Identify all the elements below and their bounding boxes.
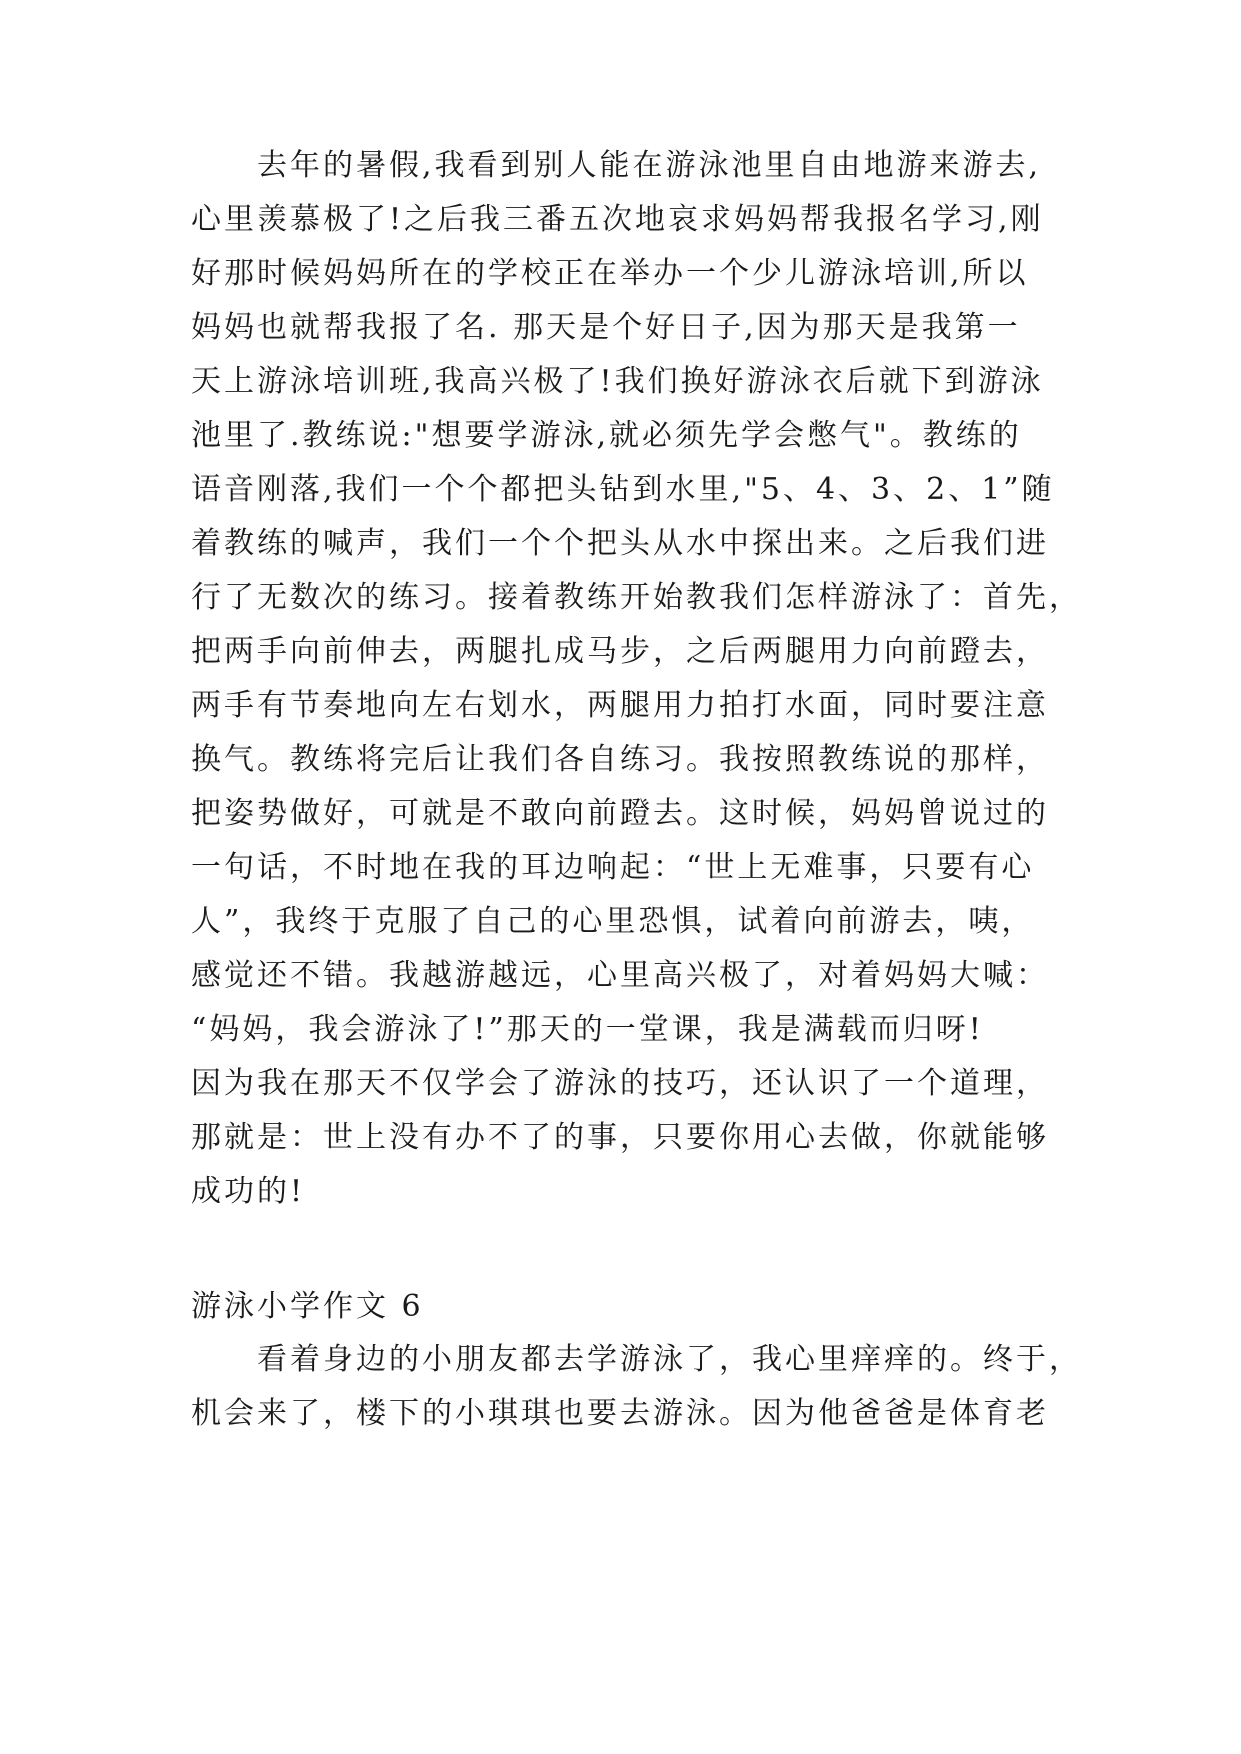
paragraph-line: 妈妈也就帮我报了名. 那天是个好日子,因为那天是我第一 bbox=[191, 310, 1021, 345]
paragraph-line: 感觉还不错。我越游越远，心里高兴极了，对着妈妈大喊： bbox=[191, 958, 1049, 993]
paragraph-line: 好那时候妈妈所在的学校正在举办一个少儿游泳培训,所以 bbox=[191, 256, 1029, 291]
paragraph-line: 换气。教练将完后让我们各自练习。我按照教练说的那样， bbox=[191, 742, 1049, 777]
paragraph-line: 成功的! bbox=[191, 1174, 306, 1209]
section-title: 游泳小学作文 6 bbox=[191, 1289, 424, 1324]
paragraph-line: 池里了.教练说:"想要学游泳,就必须先学会憋气"。教练的 bbox=[191, 418, 1022, 453]
paragraph-line: 去年的暑假,我看到别人能在游泳池里自由地游来游去, bbox=[257, 148, 1042, 183]
paragraph-line: 一句话，不时地在我的耳边响起：“世上无难事，只要有心 bbox=[191, 850, 1035, 885]
paragraph-line: 人”，我终于克服了自己的心里恐惧，试着向前游去，咦， bbox=[191, 904, 1035, 939]
paragraph-line: 把两手向前伸去，两腿扎成马步，之后两腿用力向前蹬去， bbox=[191, 634, 1049, 669]
paragraph-line: “妈妈，我会游泳了!”那天的一堂课，我是满载而归呀! bbox=[191, 1012, 984, 1047]
paragraph-line: 看着身边的小朋友都去学游泳了，我心里痒痒的。终于， bbox=[257, 1342, 1082, 1377]
paragraph-line: 把姿势做好，可就是不敢向前蹬去。这时候，妈妈曾说过的 bbox=[191, 796, 1049, 831]
paragraph-line: 机会来了，楼下的小琪琪也要去游泳。因为他爸爸是体育老 bbox=[191, 1396, 1049, 1431]
paragraph-line: 行了无数次的练习。接着教练开始教我们怎样游泳了：首先， bbox=[191, 580, 1082, 615]
paragraph-line: 两手有节奏地向左右划水，两腿用力拍打水面，同时要注意 bbox=[191, 688, 1049, 723]
paragraph-line: 因为我在那天不仅学会了游泳的技巧，还认识了一个道理， bbox=[191, 1066, 1049, 1101]
paragraph-line: 天上游泳培训班,我高兴极了!我们换好游泳衣后就下到游泳 bbox=[191, 364, 1044, 399]
paragraph-line: 那就是：世上没有办不了的事，只要你用心去做，你就能够 bbox=[191, 1120, 1049, 1155]
paragraph-line: 语音刚落,我们一个个都把头钻到水里,"5、4、3、2、1”随 bbox=[191, 472, 1055, 507]
paragraph-line: 心里羡慕极了!之后我三番五次地哀求妈妈帮我报名学习,刚 bbox=[191, 202, 1044, 237]
paragraph-line: 着教练的喊声，我们一个个把头从水中探出来。之后我们进 bbox=[191, 526, 1049, 561]
